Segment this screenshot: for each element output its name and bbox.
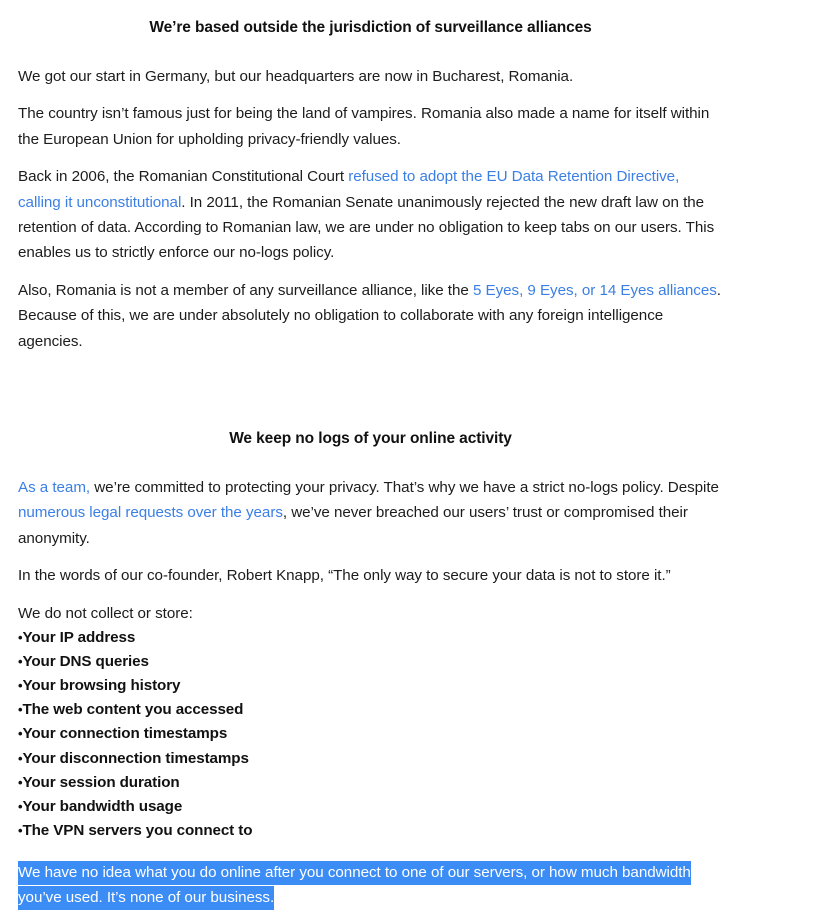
list-item-label: Your session duration <box>22 773 180 791</box>
spacer <box>18 152 723 164</box>
paragraph-constitutional-court <box>18 164 723 266</box>
bullet-icon: • <box>18 822 23 838</box>
list-item <box>18 650 723 674</box>
spacer <box>18 551 723 563</box>
list-item-label: Your bandwidth usage <box>22 797 183 815</box>
list-item-label: The web content you accessed <box>22 701 244 719</box>
list-item-label: Your IP address <box>22 629 136 647</box>
list-item <box>18 819 723 843</box>
bullet-icon: • <box>18 702 23 718</box>
paragraph-closing-statement <box>18 860 723 911</box>
paragraph-text-segment: Back in 2006, the Romanian Constitutional Court <box>18 168 349 186</box>
bullet-icon: • <box>18 678 23 694</box>
paragraph-text-segment: we’re committed to protecting your privacy. That’s why we have a strict no-logs policy. Despite <box>90 479 719 497</box>
selected-text-highlight[interactable]: We have no idea what you do online after you connect to one of our servers, or how much bandwidth you’ve used. It’s none of our business. <box>18 861 691 910</box>
paragraph-germany-bucharest: We got our start in Germany, but our headquarters are now in Bucharest, Romania. <box>18 68 574 85</box>
section-heading-no-logs: We keep no logs of your online activity <box>229 430 512 448</box>
link-eyes-alliances[interactable]: 5 Eyes, 9 Eyes, or 14 Eyes alliances <box>472 281 717 299</box>
paragraph-european-union-values: The country isn’t famous just for being the land of vampires. Romania also made a name for itself within the European Union for upholding privacy-friendly values. <box>18 105 710 148</box>
list-item-label: The VPN servers you connect to <box>22 821 253 839</box>
section-heading-jurisdiction: We’re based outside the jurisdiction of surveillance alliances <box>149 19 592 36</box>
paragraph-surveillance-alliances <box>18 278 723 354</box>
spacer <box>18 354 723 412</box>
spacer <box>18 589 723 601</box>
link-as-a-team[interactable]: As a team, <box>18 479 91 497</box>
bullet-icon: • <box>18 630 23 646</box>
spacer <box>18 89 723 101</box>
no-collect-list <box>18 626 723 843</box>
list-item <box>18 747 723 771</box>
bullet-icon: • <box>18 750 23 766</box>
list-item-label: Your DNS queries <box>22 653 149 671</box>
paragraph-text-segment: Also, Romania is not a member of any surveillance alliance, like the <box>18 281 473 299</box>
spacer <box>18 843 723 860</box>
bullet-icon: • <box>18 774 23 790</box>
paragraph-team-commitment <box>18 475 723 551</box>
paragraph-text-segment: . Because of this, we are under absolutely no obligation to collaborate with any foreign intelligence agencies. <box>18 281 721 350</box>
spacer <box>18 266 723 278</box>
list-item-label: Your disconnection timestamps <box>22 749 249 767</box>
bullet-icon: • <box>18 726 23 742</box>
list-item <box>18 698 723 722</box>
list-item <box>18 795 723 819</box>
paragraph-cofounder-quote: In the words of our co-founder, Robert Knapp, “The only way to secure your data is not to store it.” <box>18 567 671 585</box>
spacer <box>18 449 723 475</box>
bullet-icon: • <box>18 798 23 814</box>
list-intro-text: We do not collect or store: <box>18 604 193 622</box>
link-eu-data-retention-directive[interactable]: refused to adopt the EU Data Retention Directive, calling it unconstitutional <box>18 168 680 211</box>
link-legal-requests[interactable]: numerous legal requests over the years <box>18 504 283 522</box>
list-item-label: Your browsing history <box>22 677 181 695</box>
bullet-icon: • <box>18 654 23 670</box>
spacer <box>18 38 723 64</box>
paragraph-text-segment: . In 2011, the Romanian Senate unanimously rejected the new draft law on the retention of data. According to Romanian law, we are under no obligation to keep tabs on our users. This enables us to strictly enforce our no-logs policy. <box>18 193 715 262</box>
list-item <box>18 626 723 650</box>
list-item <box>18 722 723 746</box>
list-item <box>18 771 723 795</box>
paragraph-text-segment: , we’ve never breached our users’ trust or compromised their anonymity. <box>18 504 688 547</box>
list-item <box>18 674 723 698</box>
list-item-label: Your connection timestamps <box>22 725 228 743</box>
